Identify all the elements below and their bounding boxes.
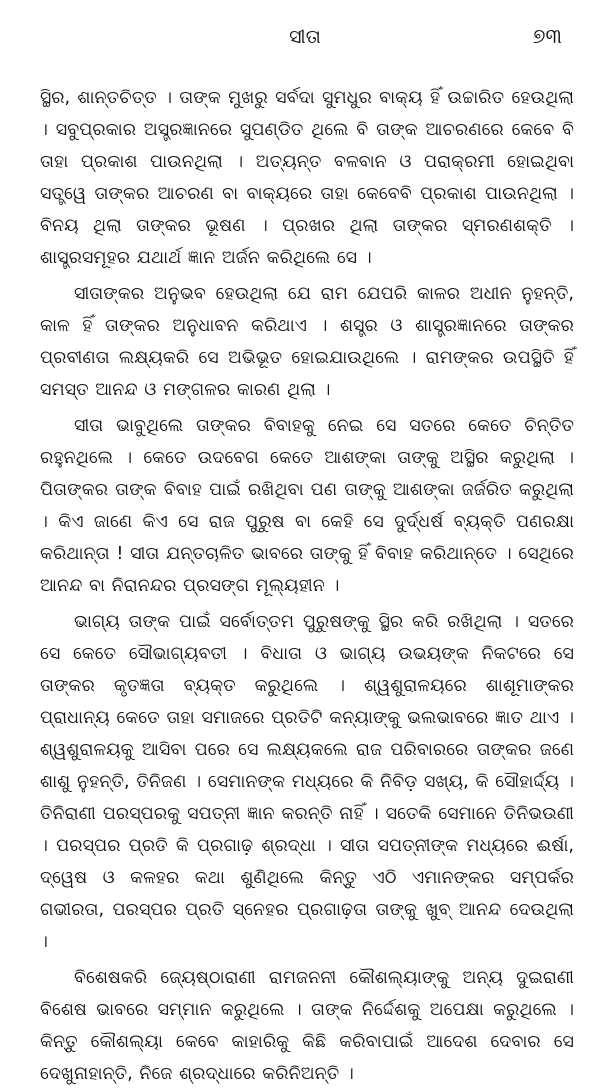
running-title: ସୀତା — [289, 26, 321, 48]
paragraph-5: ବିଶେଷକରି ଜ୍ୟେଷ୍ଠାରାଣୀ ରାମଜନନୀ କୌଶଲ୍ୟାଙ୍କୁ ଅନ୍ୟ ଦୁଇରାଣୀ ବିଶେଷ ଭାବରେ ସମ୍ମାନ କରୁଥିଲେ । ତାଙ୍କ ନିର୍ଦ୍ଦେଶକୁ ଅପେକ୍ଷା କରୁଥିଲେ । କିନ୍ତୁ କୌଶଲ୍ୟା କେବେ କାହାରିକୁ କିଛି କରିବାପାଇଁ ଆଦେଶ ଦେବାର ସେ ଦେଖୁନାହାନ୍ତି, ନିଜେ ଶ୍ରଦ୍ଧାରେ କରିନିଅନ୍ତି । — [40, 968, 574, 1084]
body-text — [40, 82, 574, 1090]
paragraph-2: ସୀତାଙ୍କର ଅନୁଭବ ହେଉଥିଲା ଯେ ରାମ ଯେପରି କାଳର ଅଧୀନ ନୁହନ୍ତି, କାଳ ହିଁ ତାଙ୍କର ଅନୁଧାବନ କରିଥାଏ । ଶସ୍ତ୍ର ଓ ଶାସ୍ତ୍ରଜ୍ଞାନରେ ତାଙ୍କର ପ୍ରବୀଣତା ଲକ୍ଷ୍ୟକରି ସେ ଅଭିଭୂତ ହୋଇଯାଉଥିଲେ । ରାମଙ୍କର ଉପସ୍ଥିତି ହିଁ ସମସ୍ତ ଆନନ୍ଦ ଓ ମଙ୍ଗଳର କାରଣ ଥିଲା । — [40, 284, 574, 400]
paragraph-4: ଭାଗ୍ୟ ତାଙ୍କ ପାଇଁ ସର୍ବୋତ୍ତମ ପୁରୁଷଙ୍କୁ ସ୍ଥିର କରି ରଖିଥିଲା । ସତରେ ସେ କେତେ ସୌଭାଗ୍ୟବତୀ । ବିଧାତା ଓ ଭାଗ୍ୟ ଉଭୟଙ୍କ ନିକଟରେ ସେ ତାଙ୍କର କୃତଜ୍ଞତା ବ୍ୟକ୍ତ କରୁଥିଲେ । ଶ୍ୱଶୁରାଳୟରେ ଶାଶୂମାଙ୍କର ପ୍ରାଧାନ୍ୟ କେତେ ତାହା ସମାଜରେ ପ୍ରତିଟି କନ୍ୟାଙ୍କୁ ଭଲଭାବରେ ଜ୍ଞାତ ଥାଏ । ଶ୍ୱଶୁରାଳୟକୁ ଆସିବା ପରେ ସେ ଲକ୍ଷ୍ୟକଲେ ରାଜ ପରିବାରରେ ତାଙ୍କର ଜଣେ ଶାଶୁ ନୁହନ୍ତି, ତିନିଜଣ । ସେମାନଙ୍କ ମଧ୍ୟରେ କି ନିବିଡ଼ ସଖ୍ୟ, କି ସୌହାର୍ଦ୍ଦ୍ୟ । ତିନିରାଣୀ ପରସ୍ପରକୁ ସପତ୍ନୀ ଜ୍ଞାନ କରନ୍ତି ନାହିଁ । ସତେକି ସେମାନେ ତିନିଭଉଣୀ । ପରସ୍ପର ପ୍ରତି କି ପ୍ରଗାଢ଼ ଶ୍ରଦ୍ଧା । ସୀତା ସପତ୍ନୀଙ୍କ ମଧ୍ୟରେ ଈର୍ଷା, ଦ୍ୱେଷ ଓ କଳହର କଥା ଶୁଣିଥିଲେ କିନ୍ତୁ ଏଠି ଏମାନଙ୍କର ସମ୍ପର୍କର ଗଭୀରତା, ପରସ୍ପର ପ୍ରତି ସ୍ନେହର ପ୍ରଗାଢ଼ତା ତାଙ୍କୁ ଖୁବ୍ ଆନନ୍ଦ ଦେଉଥିଲା । — [40, 612, 574, 952]
page-header — [38, 0, 572, 60]
page-number: ୭୩ — [532, 24, 562, 48]
paragraph-1: ସ୍ଥିର, ଶାନ୍ତଚିତ୍ତ । ତାଙ୍କ ମୁଖରୁ ସର୍ବଦା ସୁମଧୁର ବାକ୍ୟ ହିଁ ଉଚ୍ଚାରିତ ହେଉଥିଲା । ସବୁପ୍ରକାର ଅସ୍ତ୍ରଜ୍ଞାନରେ ସୁପଣ୍ଡିତ ଥିଲେ ବି ତାଙ୍କ ଆଚରଣରେ କେବେ ବି ତାହା ପ୍ରକାଶ ପାଉନଥିଲା । ଅତ୍ୟନ୍ତ ବଳବାନ ଓ ପରାକ୍ରମୀ ହୋଇଥିବା ସତ୍ତ୍ୱେ ତାଙ୍କର ଆଚରଣ ବା ବାକ୍ୟରେ ତାହା କେବେବି ପ୍ରକାଶ ପାଉନଥିଲା । ବିନୟ ଥିଲା ତାଙ୍କର ଭୂଷଣ । ପ୍ରଖର ଥିଲା ତାଙ୍କର ସ୍ମରଣଶକ୍ତି । ଶାସ୍ତ୍ରସମୂହର ଯଥାର୍ଥ ଜ୍ଞାନ ଅର୍ଜନ କରିଥିଲେ ସେ । — [40, 88, 574, 268]
paragraph-3: ସୀତା ଭାବୁଥିଲେ ତାଙ୍କର ବିବାହକୁ ନେଇ ସେ ସତରେ କେତେ ଚିନ୍ତିତ ରହୁନଥିଲେ । କେତେ ଉଦବେଗ କେତେ ଆଶଙ୍କା ତାଙ୍କୁ ଅସ୍ଥିର କରୁଥିଲା । ପିତାଙ୍କର ତାଙ୍କ ବିବାହ ପାଇଁ ରଖିଥିବା ପଣ ତାଙ୍କୁ ଆଶଙ୍କା ଜର୍ଜରିତ କରୁଥିଲା । କିଏ ଜାଣେ କିଏ ସେ ରାଜ ପୁରୁଷ ବା କେହି ସେ ଦୁର୍ଦ୍ଧର୍ଷ ବ୍ୟକ୍ତି ପଣରକ୍ଷା କରିଥାନ୍ତା ! ସୀତା ଯନ୍ତଚାଳିତ ଭାବରେ ତାଙ୍କୁ ହିଁ ବିବାହ କରିଥାନ୍ତେ । ସେଥିରେ ଆନନ୍ଦ ବା ନିରାନନ୍ଦର ପ୍ରସଙ୍ଗ ମୂଲ୍ୟହୀନ । — [40, 416, 574, 596]
